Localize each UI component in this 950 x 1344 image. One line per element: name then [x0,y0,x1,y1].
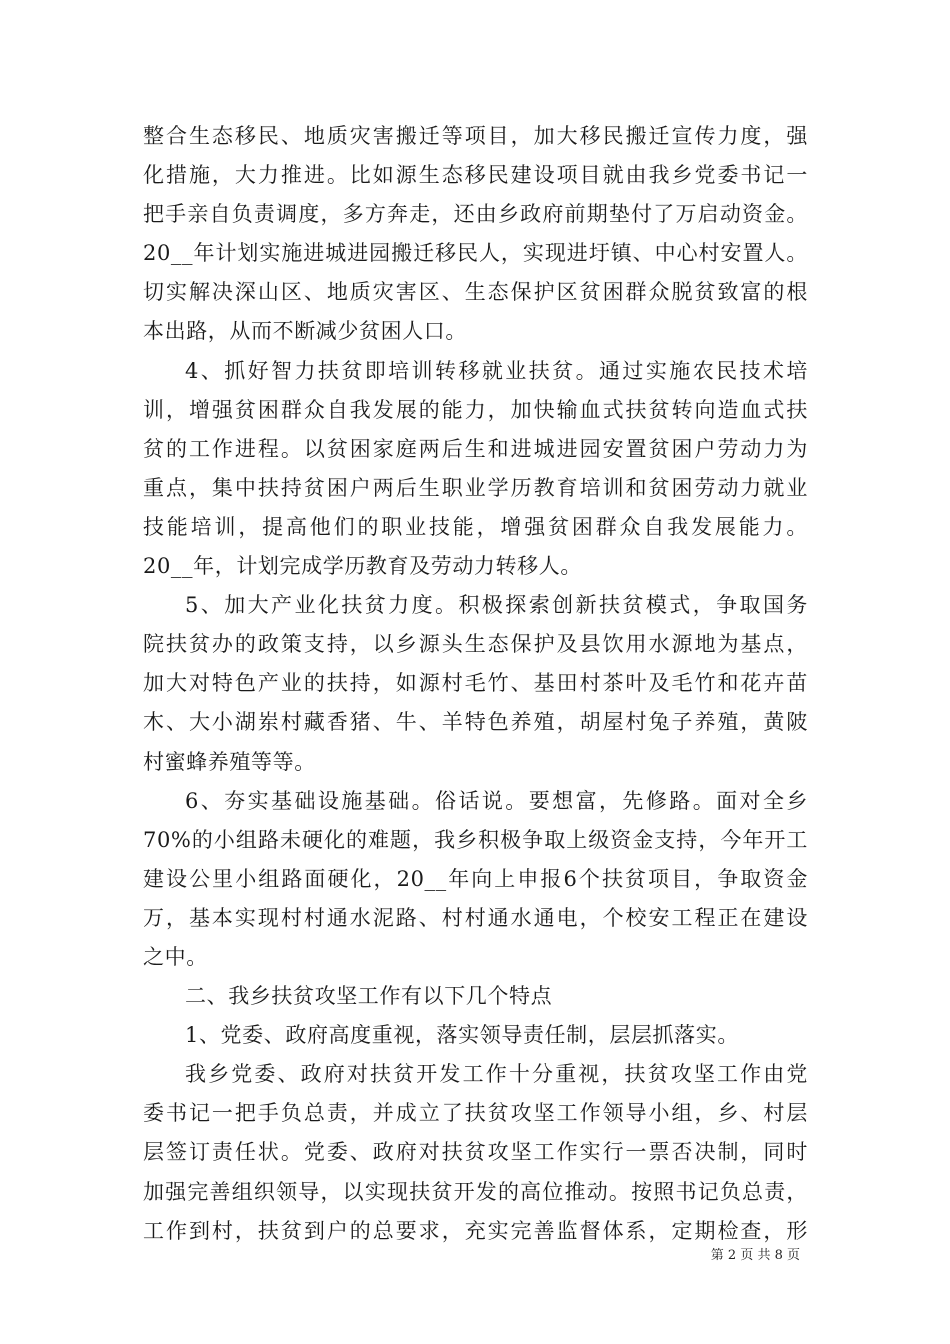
text-line: 20__年计划实施进城进园搬迁移民人，实现进圩镇、中心村安置人。 [143,241,808,266]
text-line: 技能培训，提高他们的职业技能，增强贫困群众自我发展能力。 [143,514,808,539]
text-line: 贫的工作进程。以贫困家庭两后生和进城进园安置贫困户劳动力为 [143,436,808,461]
document-body [143,123,808,1257]
text-line: 加大对特色产业的扶持，如源村毛竹、基田村茶叶及毛竹和花卉苗 [143,671,808,696]
text-line: 之中。 [143,944,208,969]
text-line: 建设公里小组路面硬化，20__年向上申报6个扶贫项目，争取资金 [143,866,808,891]
text-line: 加强完善组织领导，以实现扶贫开发的高位推动。按照书记负总责， [143,1179,808,1204]
subsection-heading: 1、党委、政府高度重视，落实领导责任制，层层抓落实。 [185,1023,739,1048]
text-line: 层签订责任状。党委、政府对扶贫攻坚工作实行一票否决制，同时 [143,1140,808,1165]
text-line: 化措施，大力推进。比如源生态移民建设项目就由我乡党委书记一 [143,163,808,188]
text-line: 训，增强贫困群众自我发展的能力，加快输血式扶贫转向造血式扶 [143,397,808,422]
text-line: 本出路，从而不断减少贫困人口。 [143,319,467,344]
text-line: 万，基本实现村村通水泥路、村村通水通电，个校安工程正在建设 [143,905,808,930]
text-line: 20__年，计划完成学历教育及劳动力转移人。 [143,554,582,579]
text-line: 木、大小湖岽村藏香猪、牛、羊特色养殖，胡屋村兔子养殖，黄陂 [143,710,808,735]
section-heading: 二、我乡扶贫攻坚工作有以下几个特点 [185,984,553,1009]
text-line: 切实解决深山区、地质灾害区、生态保护区贫困群众脱贫致富的根 [143,280,808,305]
text-line: 我乡党委、政府对扶贫开发工作十分重视，扶贫攻坚工作由党 [185,1062,808,1087]
text-line: 整合生态移民、地质灾害搬迁等项目，加大移民搬迁宣传力度，强 [143,124,808,148]
text-line: 5、加大产业化扶贫力度。积极探索创新扶贫模式，争取国务 [185,593,808,618]
text-line: 工作到村，扶贫到户的总要求，充实完善监督体系，定期检查，形 [143,1218,808,1243]
text-line: 4、抓好智力扶贫即培训转移就业扶贫。通过实施农民技术培 [185,358,808,383]
page-number: 第 2 页 共 8 页 [710,1248,800,1263]
text-line: 村蜜蜂养殖等等。 [143,749,316,774]
text-line: 重点，集中扶持贫困户两后生职业学历教育培训和贫困劳动力就业 [143,475,808,500]
text-line: 6、夯实基础设施基础。俗话说。要想富，先修路。面对全乡 [185,788,808,813]
text-line: 院扶贫办的政策支持，以乡源头生态保护及县饮用水源地为基点， [143,632,808,657]
text-line: 把手亲自负责调度，多方奔走，还由乡政府前期垫付了万启动资金。 [143,202,808,227]
text-line: 委书记一把手负总责，并成立了扶贫攻坚工作领导小组，乡、村层 [143,1101,808,1126]
text-line: 70%的小组路未硬化的难题，我乡积极争取上级资金支持，今年开工 [143,827,808,852]
